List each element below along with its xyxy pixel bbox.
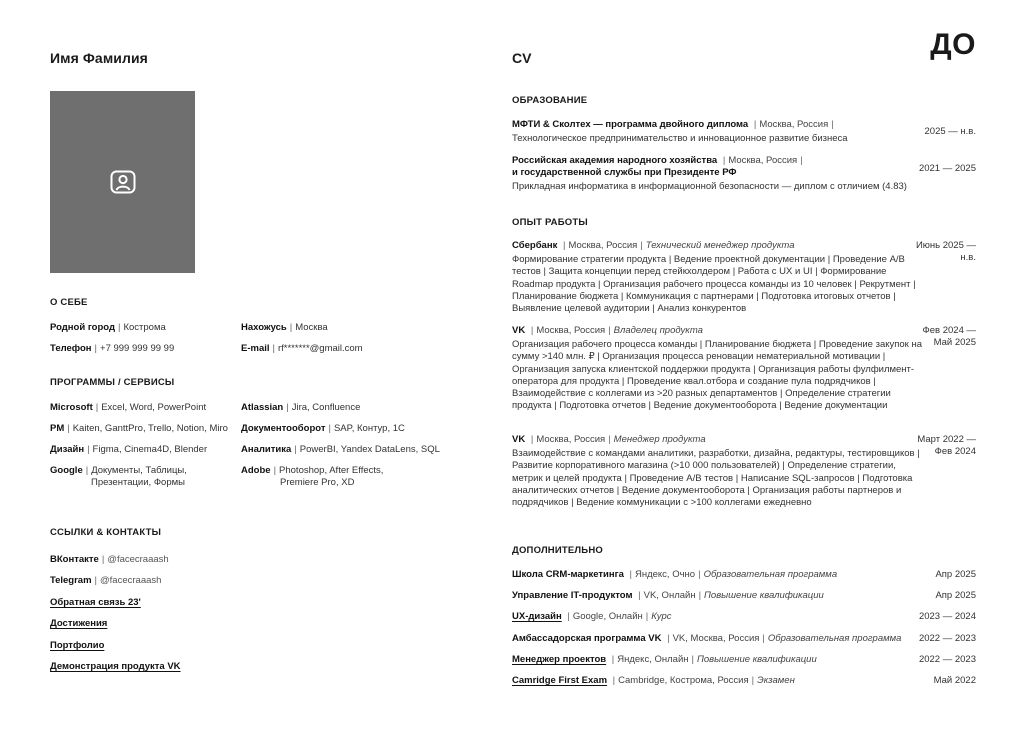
additional-item: Управление IT-продуктом | VK, Онлайн | Повышение квалификации Апр 2025	[512, 590, 976, 601]
education-item: МФТИ & Сколтех — программа двойного диплома | Москва, Россия | Технологическое предпринимательство и инновационное развитие бизнеса 2025 — н.в.	[512, 119, 976, 144]
link-cambridge-exam[interactable]: Camridge First Exam	[512, 675, 608, 686]
program-docflow: Документооборот | SAP, Контур, 1С	[241, 423, 405, 434]
link-achievements[interactable]: Достижения	[50, 618, 108, 629]
program-analytics: Аналитика | PowerBI, Yandex DataLens, SQL	[241, 444, 440, 455]
about-hometown: Родной город | Кострома	[50, 322, 166, 333]
additional-item: Camridge First Exam | Cambridge, Кострома, Россия | Экзамен Май 2022	[512, 675, 976, 686]
program-adobe: Adobe | Photoshop, After Effects, Premiere Pro, XD	[241, 465, 384, 488]
about-location: Нахожусь | Москва	[241, 322, 328, 333]
education-date: 2025 — н.в.	[924, 126, 976, 137]
link-project-manager[interactable]: Менеджер проектов	[512, 654, 607, 665]
additional-item: Менеджер проектов | Яндекс, Онлайн | Повышение квалификации 2022 — 2023	[512, 654, 976, 665]
user-portrait-icon	[110, 170, 136, 194]
additional-item: Амбассадорская программа VK | VK, Москва, Россия | Образовательная программа 2022 — 2023	[512, 633, 976, 644]
program-pm: PM | Kaiten, GanttPro, Trello, Notion, Miro	[50, 423, 228, 434]
about-email: E-mail | rf*******@gmail.com	[241, 343, 363, 354]
left-column	[50, 0, 450, 742]
experience-date: Июнь 2025 — н.в.	[915, 240, 976, 263]
photo-placeholder	[50, 91, 195, 273]
section-title-programs: ПРОГРАММЫ / СЕРВИСЫ	[50, 377, 175, 388]
experience-date: Фев 2024 — Май 2025	[922, 325, 976, 348]
program-atlassian: Atlassian | Jira, Confluence	[241, 402, 361, 413]
section-title-about: О СЕБЕ	[50, 297, 88, 308]
program-google: Google | Документы, Таблицы, Презентации, Формы	[50, 465, 187, 488]
link-vk-demo[interactable]: Демонстрация продукта VK	[50, 661, 181, 672]
program-design: Дизайн | Figma, Cinema4D, Blender	[50, 444, 208, 455]
right-column	[512, 0, 982, 742]
link-telegram[interactable]: Telegram | @facecraaash	[50, 575, 162, 586]
link-ux-design[interactable]: UX-дизайн	[512, 611, 562, 622]
experience-item: Сбербанк | Москва, Россия | Технический менеджер продукта Формирование стратегии продукта | Ведение проектной документации | Проведение A/B тестов | Защита концепции перед стейкхолдером | Работа с UX и UI | Формирование Roadmap продукта | Организация рабочего процесса команды из 10 человек | Рекрутмент | Планирование бюджета | Коммуникация с партнерами | Подготовка итоговых отчетов | Выявление целевой аудитории | Анализ конкурентов Июнь 2025 — н.в.	[512, 240, 976, 315]
about-phone: Телефон | +7 999 999 99 99	[50, 343, 175, 354]
additional-item: UX-дизайн | Google, Онлайн | Курс 2023 — 2024	[512, 611, 976, 622]
experience-item: VK | Москва, Россия | Владелец продукта Организация рабочего процесса команды | Планирование бюджета | Проведение закупок на сумму >140 млн. ₽ | Организация процесса реновации нематериальной мотивации | Организация запуска клиентской поддержки продукта | Организация работы фулфилмент-оператора для продукта | Проведение квал.отбора и создание пула подрядчиков | Взаимодействие с коллегами из >20 разных департаментов | Определение стратегии продукта | Подготовка отчетов | Ведение документооборота | Ведение документации Фев 2024 — Май 2025	[512, 325, 976, 412]
education-item: Российская академия народного хозяйства | Москва, Россия | и государственной службы при Президенте РФ Прикладная информатика в информационной безопасности — диплом с отличием (4.83) 2021 — 2025	[512, 155, 976, 192]
education-date: 2021 — 2025	[918, 163, 976, 174]
cv-title: CV	[512, 50, 532, 66]
section-title-experience: ОПЫТ РАБОТЫ	[512, 217, 588, 228]
experience-item: VK | Москва, Россия | Менеджер продукта Взаимодействие с командами аналитики, разработки, дизайна, редактуры, тестировщиков | Развитие корпоративного магазина (>10 000 пользователей) | Определение стратегии, метрик и целей продукта | Проведение A/B тестов | Написание SQL-запросов | Подготовка аналитических отчетов | Ведение документооборота | Организация работы партнеров и подрядчиков | Ведение коммуникации с >100 коллегами ежедневно Март 2022 — Фев 2024	[512, 434, 976, 509]
link-portfolio[interactable]: Портфолио	[50, 640, 105, 651]
section-title-additional: ДОПОЛНИТЕЛЬНО	[512, 545, 603, 556]
additional-item: Школа CRM-маркетинга | Яндекс, Очно | Образовательная программа Апр 2025	[512, 569, 976, 580]
section-title-education: ОБРАЗОВАНИЕ	[512, 95, 588, 106]
link-vkontakte[interactable]: ВКонтакте | @facecraaash	[50, 554, 169, 565]
section-title-links: ССЫЛКИ & КОНТАКТЫ	[50, 527, 162, 538]
link-feedback[interactable]: Обратная связь 23'	[50, 597, 141, 608]
experience-date: Март 2022 — Фев 2024	[917, 434, 976, 457]
corner-mark: ДО	[930, 28, 976, 61]
program-microsoft: Microsoft | Excel, Word, PowerPoint	[50, 402, 207, 413]
person-name: Имя Фамилия	[50, 50, 148, 66]
